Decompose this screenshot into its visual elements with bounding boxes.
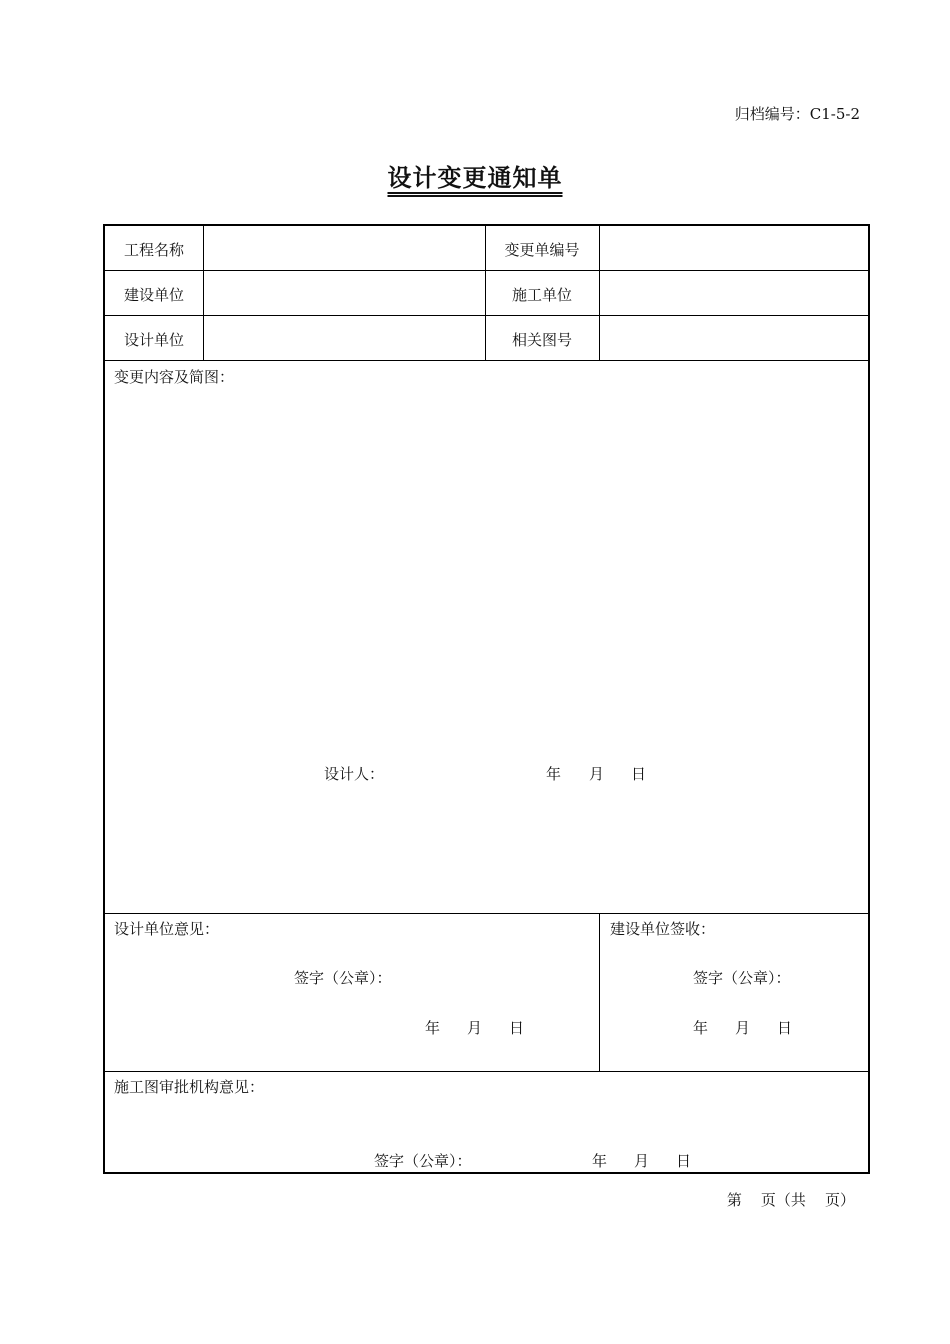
review-year: 年 xyxy=(592,1152,608,1170)
change-year: 年 xyxy=(546,765,562,783)
design-opinion-sign: 签字（公章）： xyxy=(294,969,392,987)
project-name-field[interactable] xyxy=(204,227,485,270)
archive-number: 归档编号：C1-5-2 xyxy=(734,105,860,123)
design-opinion-year: 年 xyxy=(425,1019,441,1037)
form-table xyxy=(103,224,870,1174)
row-divider xyxy=(105,1071,868,1072)
review-sign: 签字（公章）： xyxy=(374,1152,472,1170)
contractor-label: 施工单位 xyxy=(511,286,572,304)
design-opinion-day: 日 xyxy=(509,1019,525,1037)
page-title xyxy=(0,158,950,193)
row-divider xyxy=(105,360,868,361)
change-content-label: 变更内容及简图： xyxy=(114,368,235,386)
change-no-label: 变更单编号 xyxy=(504,241,580,259)
client-receipt-year: 年 xyxy=(693,1019,709,1037)
drawing-no-label: 相关图号 xyxy=(511,331,572,349)
designer-label: 设计人： xyxy=(324,765,385,783)
client-receipt-month: 月 xyxy=(735,1019,751,1037)
design-opinion-month: 月 xyxy=(467,1019,483,1037)
client-receipt-day: 日 xyxy=(777,1019,793,1037)
page-title-text: 设计变更通知单 xyxy=(387,163,563,192)
client-receipt-sign: 签字（公章）： xyxy=(693,969,791,987)
client-field[interactable] xyxy=(204,271,485,315)
drawing-no-field[interactable] xyxy=(600,316,868,360)
page-number: 第 页（共 页） xyxy=(726,1191,855,1209)
review-label: 施工图审批机构意见： xyxy=(114,1078,265,1096)
client-receipt-label: 建设单位签收： xyxy=(610,920,716,938)
client-label: 建设单位 xyxy=(123,286,184,304)
contractor-field[interactable] xyxy=(600,271,868,315)
col-divider xyxy=(599,913,600,1071)
design-unit-field[interactable] xyxy=(204,316,485,360)
row-divider xyxy=(105,913,868,914)
change-day: 日 xyxy=(631,765,647,783)
change-no-field[interactable] xyxy=(600,227,868,270)
review-month: 月 xyxy=(634,1152,650,1170)
change-month: 月 xyxy=(589,765,605,783)
design-unit-label: 设计单位 xyxy=(123,331,184,349)
review-day: 日 xyxy=(676,1152,692,1170)
design-opinion-label: 设计单位意见： xyxy=(114,920,220,938)
project-name-label: 工程名称 xyxy=(123,241,184,259)
change-content-area[interactable] xyxy=(105,386,868,906)
